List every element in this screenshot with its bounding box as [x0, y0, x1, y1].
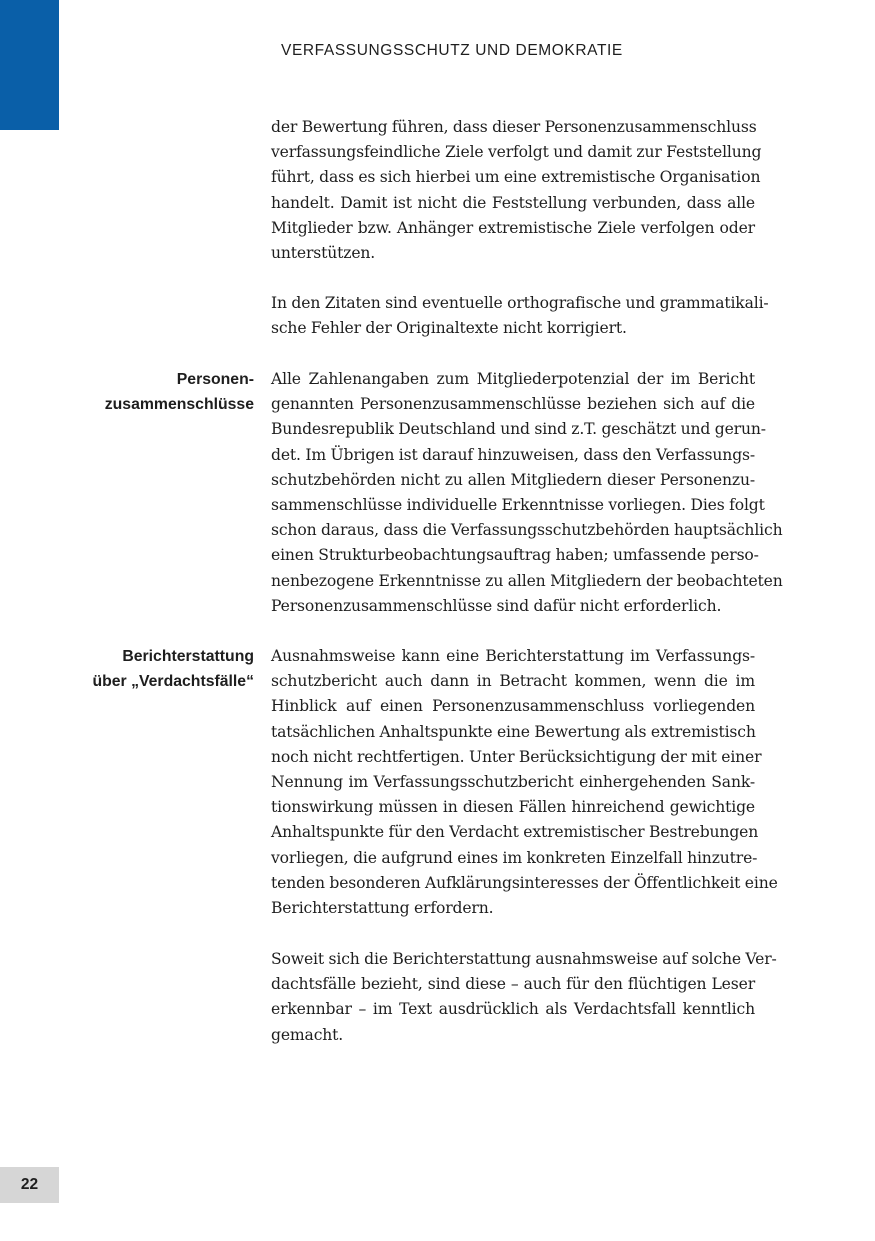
page-number: 22: [20, 1176, 39, 1193]
text-line: sche Fehler der Originaltexte nicht korrigiert.: [271, 319, 627, 338]
text-line: genannten Personenzusammenschlüsse beziehen sich auf die: [271, 395, 755, 414]
text-line: Bundesrepublik Deutschland und sind z.T. geschätzt und gerun-: [271, 420, 766, 439]
text-line: Hinblick auf einen Personenzusammenschluss vorliegenden: [271, 697, 755, 716]
text-line: Nennung im Verfassungsschutzbericht einhergehenden Sank-: [271, 772, 755, 791]
margin-heading-line: Berichterstattung: [122, 648, 254, 665]
text-line: sammenschlüsse individuelle Erkenntnisse vorliegen. Dies folgt: [271, 495, 765, 514]
text-line: Alle Zahlenangaben zum Mitgliederpotenzial der im Bericht: [271, 370, 755, 388]
text-line: verfassungsfeindliche Ziele verfolgt und damit zur Feststellung: [271, 143, 762, 162]
chapter-color-tab: [0, 0, 59, 130]
text-line: Soweit sich die Berichterstattung ausnahmsweise auf solche Ver-: [271, 950, 777, 968]
text-line: vorliegen, die aufgrund eines im konkreten Einzelfall hinzutre-: [271, 848, 758, 867]
text-line: tenden besonderen Aufklärungsinteresses der Öffentlichkeit eine: [271, 873, 778, 892]
text-line: Mitglieder bzw. Anhänger extremistische Ziele verfolgen oder: [271, 218, 755, 237]
paragraph-soweit: [271, 947, 777, 1048]
text-line: In den Zitaten sind eventuelle orthografische und grammatikali-: [271, 294, 769, 312]
paragraph-ausnahmsweise: [271, 644, 778, 921]
text-line: Berichterstattung erfordern.: [271, 898, 494, 917]
text-line: führt, dass es sich hierbei um eine extremistische Organisation: [271, 168, 761, 187]
text-line: tionswirkung müssen in diesen Fällen hinreichend gewichtige: [271, 798, 755, 817]
paragraph-zitate: [271, 291, 769, 341]
text-line: einen Strukturbeobachtungsauftrag haben; umfassende perso-: [271, 546, 759, 565]
text-line: der Bewertung führen, dass dieser Personenzusammenschluss: [271, 118, 757, 136]
text-line: Anhaltspunkte für den Verdacht extremistischer Bestrebungen: [271, 823, 759, 842]
margin-heading-personenzusammenschluesse: [105, 367, 254, 417]
text-line: tatsächlichen Anhaltspunkte eine Bewertung als extremistisch: [271, 722, 756, 741]
margin-heading-line: über „Verdachtsfälle“: [92, 673, 254, 691]
text-line: nenbezogene Erkenntnisse zu allen Mitgliedern der beobachteten: [271, 571, 783, 590]
text-line: noch nicht rechtfertigen. Unter Berücksichtigung der mit einer: [271, 747, 762, 766]
text-line: schutzbericht auch dann in Betracht kommen, wenn die im: [271, 672, 755, 691]
margin-heading-line: Personen-: [176, 371, 254, 388]
text-line: erkennbar – im Text ausdrücklich als Verdachtsfall kenntlich: [271, 1000, 755, 1019]
text-line: gemacht.: [271, 1025, 344, 1044]
text-line: Personenzusammenschlüsse sind dafür nicht erforderlich.: [271, 596, 722, 615]
text-line: dachtsfälle bezieht, sind diese – auch für den flüchtigen Leser: [271, 975, 755, 994]
text-line: schutzbehörden nicht zu allen Mitgliedern dieser Personenzu-: [271, 470, 755, 489]
running-header: VERFASSUNGSSCHUTZ UND DEMOKRATIE: [281, 42, 623, 59]
paragraph-zahlenangaben: [271, 367, 783, 619]
paragraph-bewertung: [271, 115, 762, 266]
margin-heading-verdachtsfaelle: [92, 644, 254, 694]
text-line: Ausnahmsweise kann eine Berichterstattung im Verfassungs-: [271, 647, 755, 665]
text-line: det. Im Übrigen ist darauf hinzuweisen, dass den Verfassungs-: [271, 445, 755, 464]
text-line: unterstützen.: [271, 243, 376, 262]
text-line: schon daraus, dass die Verfassungsschutzbehörden hauptsächlich: [271, 521, 783, 540]
text-line: handelt. Damit ist nicht die Feststellung verbunden, dass alle: [271, 193, 755, 212]
margin-heading-line: zusammenschlüsse: [104, 396, 254, 414]
